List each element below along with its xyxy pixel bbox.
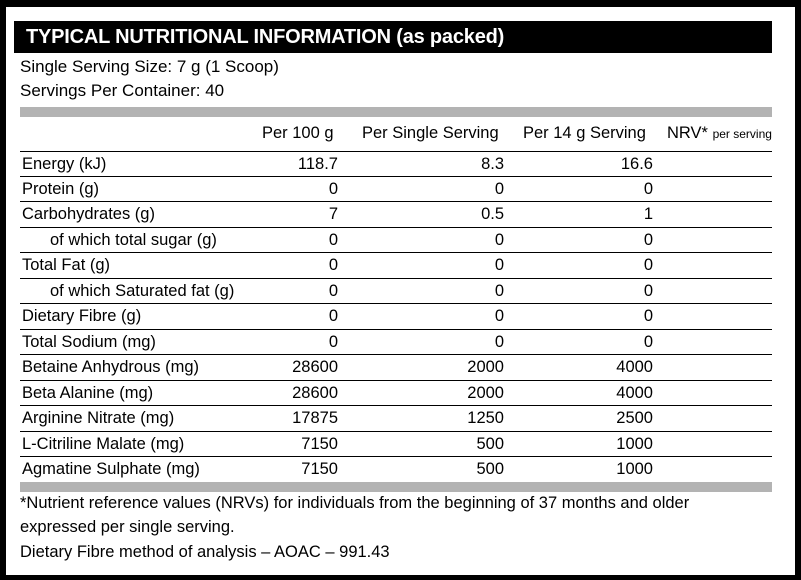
nutrient-name: Dietary Fibre (g) <box>22 307 142 325</box>
col-header-per-100g: Per 100 g <box>262 124 334 142</box>
value-per-single-serving: 0 <box>494 230 504 249</box>
table-row <box>20 406 772 432</box>
col-header-nrv <box>667 122 772 145</box>
col-header-per-14g-serving: Per 14 g Serving <box>523 124 646 142</box>
nrv-sublabel: per serving <box>712 127 772 141</box>
value-per-100g: 0 <box>328 230 338 249</box>
value-per-14g-serving: 0 <box>643 256 653 274</box>
value-per-14g-serving: 1 <box>643 205 653 223</box>
nutrient-name: of which Saturated fat (g) <box>50 281 235 300</box>
value-per-single-serving: 2000 <box>467 383 504 402</box>
nutrient-name: Agmatine Sulphate (mg) <box>22 460 200 478</box>
value-per-100g: 28600 <box>292 383 338 402</box>
nutrient-name: Protein (g) <box>22 179 100 198</box>
value-per-14g-serving: 0 <box>643 281 653 300</box>
table-row <box>20 151 772 177</box>
table-row <box>20 228 772 254</box>
table-row <box>20 457 772 483</box>
value-per-single-serving: 0.5 <box>481 205 504 223</box>
footnote-method: Dietary Fibre method of analysis – AOAC – 991.43 <box>20 543 390 561</box>
value-per-single-serving: 500 <box>476 460 504 478</box>
value-per-14g-serving: 4000 <box>616 358 653 376</box>
value-per-100g: 7150 <box>301 460 338 478</box>
value-per-single-serving: 1250 <box>467 409 504 427</box>
serving-size: Single Serving Size: 7 g (1 Scoop) <box>20 57 279 76</box>
panel-title: TYPICAL NUTRITIONAL INFORMATION (as packed) <box>14 21 772 53</box>
footnote-nrv: *Nutrient reference values (NRVs) for individuals from the beginning of 37 months and older <box>20 494 690 512</box>
value-per-100g: 28600 <box>292 358 338 376</box>
nutrient-name: L-Citriline Malate (mg) <box>22 434 185 453</box>
table-row <box>20 330 772 356</box>
col-header-per-single-serving: Per Single Serving <box>362 124 499 142</box>
table-row <box>20 432 772 458</box>
value-per-14g-serving: 0 <box>643 179 653 198</box>
value-per-14g-serving: 4000 <box>616 383 653 402</box>
value-per-single-serving: 0 <box>494 307 504 325</box>
value-per-single-serving: 8.3 <box>481 155 504 173</box>
nutrient-name: Total Sodium (mg) <box>22 332 156 351</box>
value-per-14g-serving: 0 <box>643 332 653 351</box>
footnote-nrv-cont: expressed per single serving. <box>20 518 235 536</box>
table-row <box>20 202 772 228</box>
value-per-14g-serving: 1000 <box>616 460 653 478</box>
value-per-100g: 0 <box>328 256 338 274</box>
value-per-single-serving: 0 <box>494 256 504 274</box>
value-per-100g: 0 <box>328 179 338 198</box>
nrv-label: NRV* <box>667 124 708 142</box>
value-per-14g-serving: 16.6 <box>620 155 653 173</box>
table-row <box>20 279 772 305</box>
value-per-single-serving: 0 <box>494 281 504 300</box>
value-per-14g-serving: 1000 <box>616 434 653 453</box>
value-per-single-serving: 0 <box>494 332 504 351</box>
nutrient-name: Betaine Anhydrous (mg) <box>22 358 200 376</box>
table-row <box>20 177 772 203</box>
value-per-100g: 17875 <box>292 409 338 427</box>
servings-per-container: Servings Per Container: 40 <box>20 81 225 100</box>
value-per-100g: 7 <box>328 205 338 223</box>
value-per-14g-serving: 0 <box>643 307 653 325</box>
table-row <box>20 304 772 330</box>
nutrient-name: of which total sugar (g) <box>50 230 217 249</box>
value-per-single-serving: 500 <box>476 434 504 453</box>
nutrient-name: Beta Alanine (mg) <box>22 383 154 402</box>
value-per-single-serving: 0 <box>494 179 504 198</box>
value-per-100g: 0 <box>328 281 338 300</box>
nutrient-name: Total Fat (g) <box>22 256 111 274</box>
nutrient-name: Carbohydrates (g) <box>22 205 155 223</box>
nutrient-name: Arginine Nitrate (mg) <box>22 409 175 427</box>
value-per-14g-serving: 0 <box>643 230 653 249</box>
value-per-14g-serving: 2500 <box>616 409 653 427</box>
nutrient-name: Energy (kJ) <box>22 155 107 173</box>
value-per-single-serving: 2000 <box>467 358 504 376</box>
table-row <box>20 253 772 279</box>
value-per-100g: 7150 <box>301 434 338 453</box>
value-per-100g: 118.7 <box>297 155 338 173</box>
value-per-100g: 0 <box>328 307 338 325</box>
table-row <box>20 355 772 381</box>
table-row <box>20 381 772 407</box>
divider-bar-top <box>20 107 772 117</box>
value-per-100g: 0 <box>328 332 338 351</box>
